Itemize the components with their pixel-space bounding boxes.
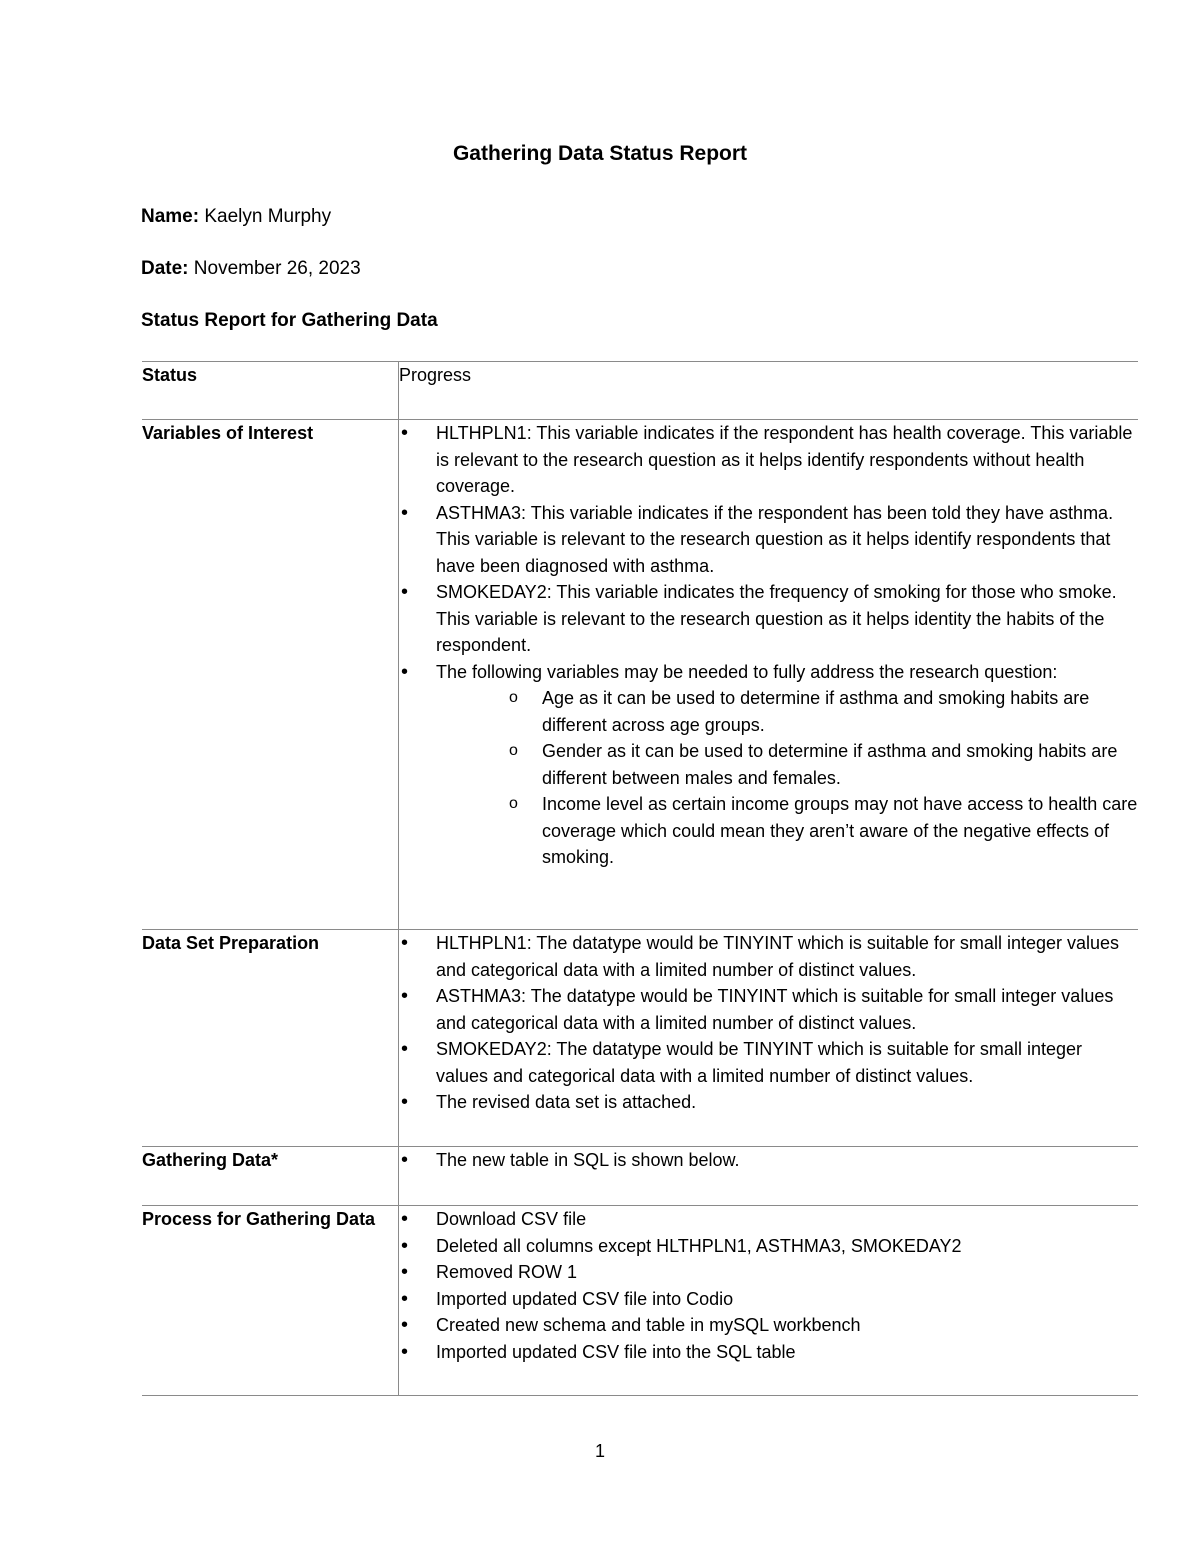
list-item: • The new table in SQL is shown below.: [399, 1147, 1138, 1174]
table-row-process: [142, 1206, 1138, 1396]
list-item: [399, 1036, 1138, 1089]
list-item: [399, 983, 1138, 1036]
list-item: [399, 1089, 1138, 1116]
process-list: [399, 1206, 1138, 1365]
variable-term: SMOKEDAY2:: [436, 582, 552, 602]
table-row-variables-of-interest: [142, 420, 1138, 930]
row-label-process: Process for Gathering Data: [142, 1206, 399, 1396]
datatype-description: The datatype would be TINYINT which is suitable for small integer values and categorical data with a limited number of distinct values.: [436, 1039, 1082, 1086]
row-content-process: [399, 1206, 1139, 1396]
variable-term: SMOKEDAY2:: [436, 1039, 552, 1059]
row-content-gathering-data: [399, 1147, 1139, 1206]
sub-list-item: o Age as it can be used to determine if asthma and smoking habits are different across age groups.: [436, 685, 1138, 738]
document-title: Gathering Data Status Report: [452, 142, 748, 165]
variable-term: ASTHMA3:: [436, 502, 527, 523]
variable-term: HLTHPLN1:: [436, 933, 532, 953]
list-item: [399, 930, 1138, 983]
table-row-gathering-data: [142, 1147, 1138, 1206]
datatype-description: The datatype would be TINYINT which is suitable for small integer values and categorical data with a limited number of distinct values.: [436, 986, 1114, 1033]
variable-description: The following variables may be needed to fully address the research question:: [436, 661, 1058, 682]
variable-description: This variable indicates if the respondent has health coverage. This variable is relevant to the research question as it helps identify respondents without health coverage.: [436, 423, 1133, 496]
status-report-table: [142, 361, 1138, 1396]
datatype-description: The datatype would be TINYINT which is suitable for small integer values and categorical data with a limited number of distinct values.: [436, 933, 1120, 980]
name-value: Kaelyn Murphy: [204, 206, 332, 227]
name-label: Name:: [141, 206, 200, 227]
date-label: Date:: [141, 258, 189, 279]
table-header-row: [142, 362, 1138, 420]
list-item: • Imported updated CSV file into the SQL table: [399, 1339, 1138, 1366]
section-heading: Status Report for Gathering Data: [141, 310, 438, 331]
variable-term: ASTHMA3:: [436, 986, 527, 1006]
header-progress: Progress: [399, 362, 1139, 420]
row-content-data-set-preparation: [399, 930, 1139, 1147]
list-item: • Created new schema and table in mySQL workbench: [399, 1312, 1138, 1339]
list-item: [399, 659, 1138, 871]
variable-description: This variable indicates if the respondent has been told they have asthma. This variable is relevant to the research question as it helps identify respondents that have been diagnosed with asthma.: [436, 502, 1114, 576]
gathering-data-list: [399, 1147, 1138, 1174]
row-label-data-set-preparation: Data Set Preparation: [142, 930, 399, 1147]
sub-list-item: o Income level as certain income groups may not have access to health care coverage which could mean they aren’t aware of the negative effects of smoking.: [436, 791, 1138, 871]
row-label-gathering-data: Gathering Data*: [142, 1147, 399, 1206]
row-label-variables-of-interest: Variables of Interest: [142, 420, 399, 930]
datatype-description: The revised data set is attached.: [436, 1092, 697, 1112]
variable-description: This variable indicates the frequency of smoking for those who smoke. This variable is relevant to the research question as it helps identity the habits of the respondent.: [436, 582, 1117, 655]
date-line: [141, 258, 361, 280]
sub-list-item: o Gender as it can be used to determine if asthma and smoking habits are different between males and females.: [436, 738, 1138, 791]
list-item: [399, 420, 1138, 500]
list-item: [399, 579, 1138, 659]
list-item: • Imported updated CSV file into Codio: [399, 1286, 1138, 1313]
row-content-variables-of-interest: [399, 420, 1139, 930]
list-item: • Download CSV file: [399, 1206, 1138, 1233]
list-item: • Deleted all columns except HLTHPLN1, ASTHMA3, SMOKEDAY2: [399, 1233, 1138, 1260]
table-row-data-set-preparation: [142, 930, 1138, 1147]
header-status: Status: [142, 362, 399, 420]
variables-list: [399, 420, 1138, 871]
list-item: • Removed ROW 1: [399, 1259, 1138, 1286]
name-line: [141, 206, 331, 228]
additional-variables-list: [436, 685, 1138, 871]
list-item: [399, 500, 1138, 580]
preparation-list: [399, 930, 1138, 1116]
variable-term: HLTHPLN1:: [436, 423, 532, 443]
date-value: November 26, 2023: [193, 258, 361, 279]
page-number: 1: [594, 1441, 605, 1461]
